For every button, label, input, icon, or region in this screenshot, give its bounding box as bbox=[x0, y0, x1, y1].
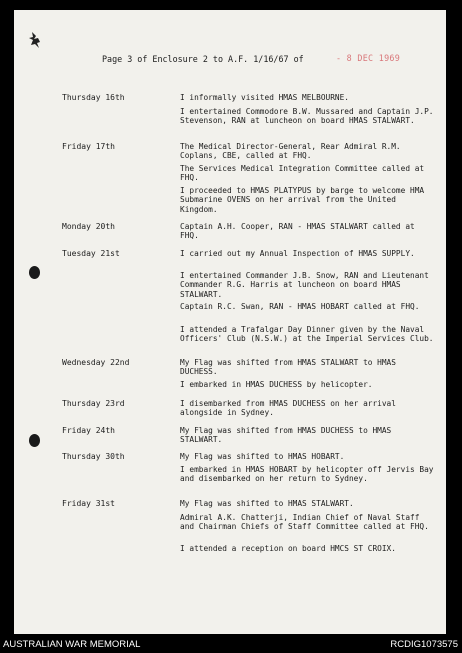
day-label: Tuesday 21st bbox=[62, 249, 120, 258]
entry-paragraph: I proceeded to HMAS PLATYPUS by barge to welcome HMA Submarine OVENS on her arrival from the United Kingdom. bbox=[180, 186, 425, 214]
day-label: Friday 24th bbox=[62, 426, 115, 435]
day-label: Thursday 23rd bbox=[62, 399, 125, 408]
document-page bbox=[14, 10, 446, 634]
archive-id: RCDIG1073575 bbox=[390, 639, 458, 650]
entry-paragraph: Captain A.H. Cooper, RAN - HMAS STALWART called at FHQ. bbox=[180, 222, 415, 241]
day-label: Thursday 16th bbox=[62, 93, 125, 102]
entry-paragraph: My Flag was shifted from HMAS STALWART to HMAS DUCHESS. bbox=[180, 358, 396, 377]
entry-paragraph: I disembarked from HMAS DUCHESS on her arrival alongside in Sydney. bbox=[180, 399, 396, 418]
entry-paragraph: My Flag was shifted to HMAS HOBART. bbox=[180, 452, 345, 461]
archive-name: AUSTRALIAN WAR MEMORIAL bbox=[3, 639, 141, 650]
entry-paragraph: I entertained Commander J.B. Snow, RAN and Lieutenant Commander R.G. Harris at luncheon on board HMAS STALWART. bbox=[180, 271, 429, 299]
page-header: Page 3 of Enclosure 2 to A.F. 1/16/67 of bbox=[102, 54, 304, 64]
entry-paragraph: The Medical Director-General, Rear Admiral R.M. Coplans, CBE, called at FHQ. bbox=[180, 142, 401, 161]
date-stamp: - 8 DEC 1969 bbox=[336, 53, 401, 63]
entry-paragraph: I attended a reception on board HMCS ST CROIX. bbox=[180, 544, 396, 553]
archive-footer bbox=[0, 636, 462, 653]
entry-paragraph: Captain R.C. Swan, RAN - HMAS HOBART called at FHQ. bbox=[180, 302, 420, 311]
entry-paragraph: I embarked in HMAS DUCHESS by helicopter. bbox=[180, 380, 373, 389]
entry-paragraph: I carried out my Annual Inspection of HMAS SUPPLY. bbox=[180, 249, 415, 258]
punch-hole bbox=[29, 434, 40, 447]
entry-paragraph: My Flag was shifted from HMAS DUCHESS to HMAS STALWART. bbox=[180, 426, 392, 445]
punch-hole bbox=[29, 266, 40, 279]
entry-paragraph: I informally visited HMAS MELBOURNE. bbox=[180, 93, 349, 102]
day-label: Wednesday 22nd bbox=[62, 358, 130, 367]
ink-blot-mark bbox=[28, 30, 46, 50]
entry-paragraph: I attended a Trafalgar Day Dinner given by the Naval Officers' Club (N.S.W.) at the Imperial Services Club. bbox=[180, 325, 434, 344]
entry-paragraph: The Services Medical Integration Committee called at FHQ. bbox=[180, 164, 425, 183]
day-label: Monday 20th bbox=[62, 222, 115, 231]
day-label: Friday 17th bbox=[62, 142, 115, 151]
entry-paragraph: I embarked in HMAS HOBART by helicopter off Jervis Bay and disembarked on her return to Sydney. bbox=[180, 465, 434, 484]
entry-paragraph: My Flag was shifted to HMAS STALWART. bbox=[180, 499, 354, 508]
day-label: Thursday 30th bbox=[62, 452, 125, 461]
entry-paragraph: I entertained Commodore B.W. Mussared and Captain J.P. Stevenson, RAN at luncheon on board HMAS STALWART. bbox=[180, 107, 434, 126]
entry-paragraph: Admiral A.K. Chatterji, Indian Chief of Naval Staff and Chairman Chiefs of Staff Committee called at FHQ. bbox=[180, 513, 429, 532]
day-label: Friday 31st bbox=[62, 499, 115, 508]
